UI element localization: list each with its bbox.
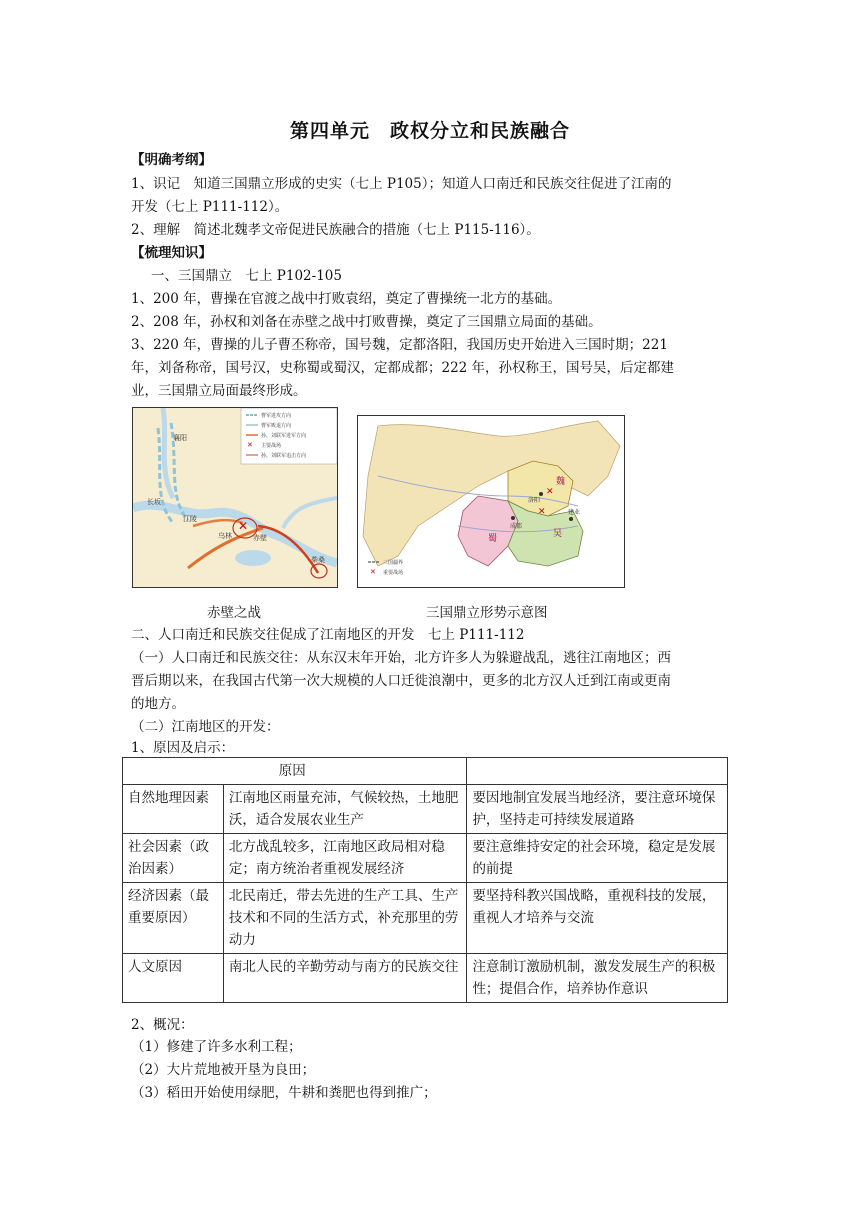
place-xiangyang: 襄阳	[173, 434, 187, 442]
reason-cell: 南北人民的辛勤劳动与南方的民族交往	[223, 954, 467, 1003]
page-title: 第四单元 政权分立和民族融合	[289, 120, 570, 142]
paragraph-3-cont: 年，刘备称帝，国号汉，史称蜀或蜀汉，定都成都；222 年，孙权称王，国号吴，后定都建	[131, 360, 675, 376]
exam-item-1: 1、识记 知道三国鼎立形成的史实（七上 P105）；知道人口南迁和民族交往促进了江南的	[131, 176, 672, 192]
part2-item2: 2、概况：	[131, 1017, 194, 1033]
overview-1: （1）修建了许多水利工程；	[131, 1039, 302, 1055]
reason-cell: 江南地区雨量充沛，气候较热，土地肥沃，适合发展农业生产	[223, 785, 467, 834]
left-legend-5: 孙、刘联军追击方向	[261, 453, 307, 459]
right-legend-1: 三国疆界	[383, 560, 404, 566]
overview-3: （3）稻田开始使用绿肥，牛耕和粪肥也得到推广；	[131, 1085, 437, 1101]
place-wulin: 乌林	[218, 532, 232, 540]
svg-text:✕: ✕	[370, 568, 376, 576]
part2-title: 二、人口南迁和民族交往促成了江南地区的开发 七上 P111-112	[131, 627, 525, 643]
factor-cell: 社会因素（政治因素）	[123, 834, 224, 883]
lesson-cell: 注意制订激励机制，激发发展生产的积极性；提倡合作，培养协作意识	[467, 954, 728, 1003]
label-wu: 吴	[553, 529, 563, 539]
svg-text:✕: ✕	[546, 487, 554, 497]
factor-cell: 人文原因	[123, 954, 224, 1003]
svg-text:✕: ✕	[538, 507, 546, 517]
place-changban: 长坂	[147, 498, 161, 506]
right-legend-2: 重要战场	[383, 570, 404, 576]
label-shu: 蜀	[488, 534, 498, 544]
place-chaisang: 柴桑	[311, 556, 325, 564]
paragraph-3-end: 业，三国鼎立局面最终形成。	[131, 383, 307, 399]
left-map-caption: 赤壁之战	[207, 605, 261, 621]
svg-text:✕: ✕	[247, 441, 253, 449]
lesson-cell: 要因地制宜发展当地经济，要注意环境保护，坚持走可持续发展道路	[467, 785, 728, 834]
table-row	[123, 954, 728, 1003]
place-chibi: 赤壁	[253, 534, 267, 542]
paragraph-3: 3、220 年，曹操的儿子曹丕称帝，国号魏，定都洛阳，我国历史开始进入三国时期；221	[131, 337, 668, 353]
left-legend-1: 曹军进攻方向	[261, 413, 292, 419]
lesson-cell: 要坚持科教兴国战略，重视科技的发展，重视人才培养与交流	[467, 883, 728, 954]
left-legend-2: 曹军败退方向	[261, 423, 292, 429]
chibi-battle-map	[132, 407, 338, 588]
part2-sub1-cont: 晋后期以来，在我国古代第一次大规模的人口迁徙浪潮中，更多的北方汉人迁到江南或更南	[131, 673, 671, 689]
label-chengdu: 成都	[510, 523, 523, 530]
place-jiangling: 江陵	[183, 515, 197, 523]
knowledge-header: 【梳理知识】	[131, 245, 212, 261]
table-row	[123, 883, 728, 954]
exam-header: 【明确考纲】	[131, 152, 212, 168]
svg-text:✕: ✕	[238, 519, 249, 533]
reasons-table	[122, 757, 728, 1003]
table-header-empty	[467, 758, 728, 785]
label-luoyang: 洛阳	[528, 497, 541, 504]
label-wei: 魏	[556, 477, 566, 487]
factor-cell: 经济因素（最重要原因）	[123, 883, 224, 954]
part2-sub2: （二）江南地区的开发：	[131, 719, 280, 735]
part1-title: 一、三国鼎立 七上 P102-105	[151, 268, 342, 284]
part2-item1: 1、原因及启示：	[131, 740, 235, 756]
reason-cell: 北民南迁，带去先进的生产工具、生产技术和不同的生活方式，补充那里的劳动力	[223, 883, 467, 954]
right-map-caption: 三国鼎立形势示意图	[426, 605, 548, 621]
part2-sub1-end: 的地方。	[131, 696, 185, 712]
table-header-reason: 原因	[123, 758, 467, 785]
paragraph-2: 2、208 年，孙权和刘备在赤壁之战中打败曹操，奠定了三国鼎立局面的基础。	[131, 314, 602, 330]
table-header-row	[123, 758, 728, 785]
paragraph-1: 1、200 年，曹操在官渡之战中打败袁绍，奠定了曹操统一北方的基础。	[131, 291, 562, 307]
lesson-cell: 要注意维持安定的社会环境，稳定是发展的前提	[467, 834, 728, 883]
exam-item-2: 2、理解 简述北魏孝文帝促进民族融合的措施（七上 P115-116）。	[131, 222, 540, 238]
table-row	[123, 834, 728, 883]
exam-item-1-cont: 开发（七上 P111-112）。	[131, 199, 289, 215]
factor-cell: 自然地理因素	[123, 785, 224, 834]
three-kingdoms-map	[357, 415, 625, 588]
reason-cell: 北方战乱较多，江南地区政局相对稳定；南方统治者重视发展经济	[223, 834, 467, 883]
label-jianye: 建业	[568, 509, 581, 516]
table-row	[123, 785, 728, 834]
left-legend-3: 孙、刘联军进军方向	[261, 433, 307, 439]
overview-2: （2）大片荒地被开垦为良田；	[131, 1062, 316, 1078]
part2-sub1: （一）人口南迁和民族交往：从东汉末年开始，北方许多人为躲避战乱，逃往江南地区；西	[131, 650, 671, 666]
left-legend-4: 主要战场	[261, 443, 282, 449]
